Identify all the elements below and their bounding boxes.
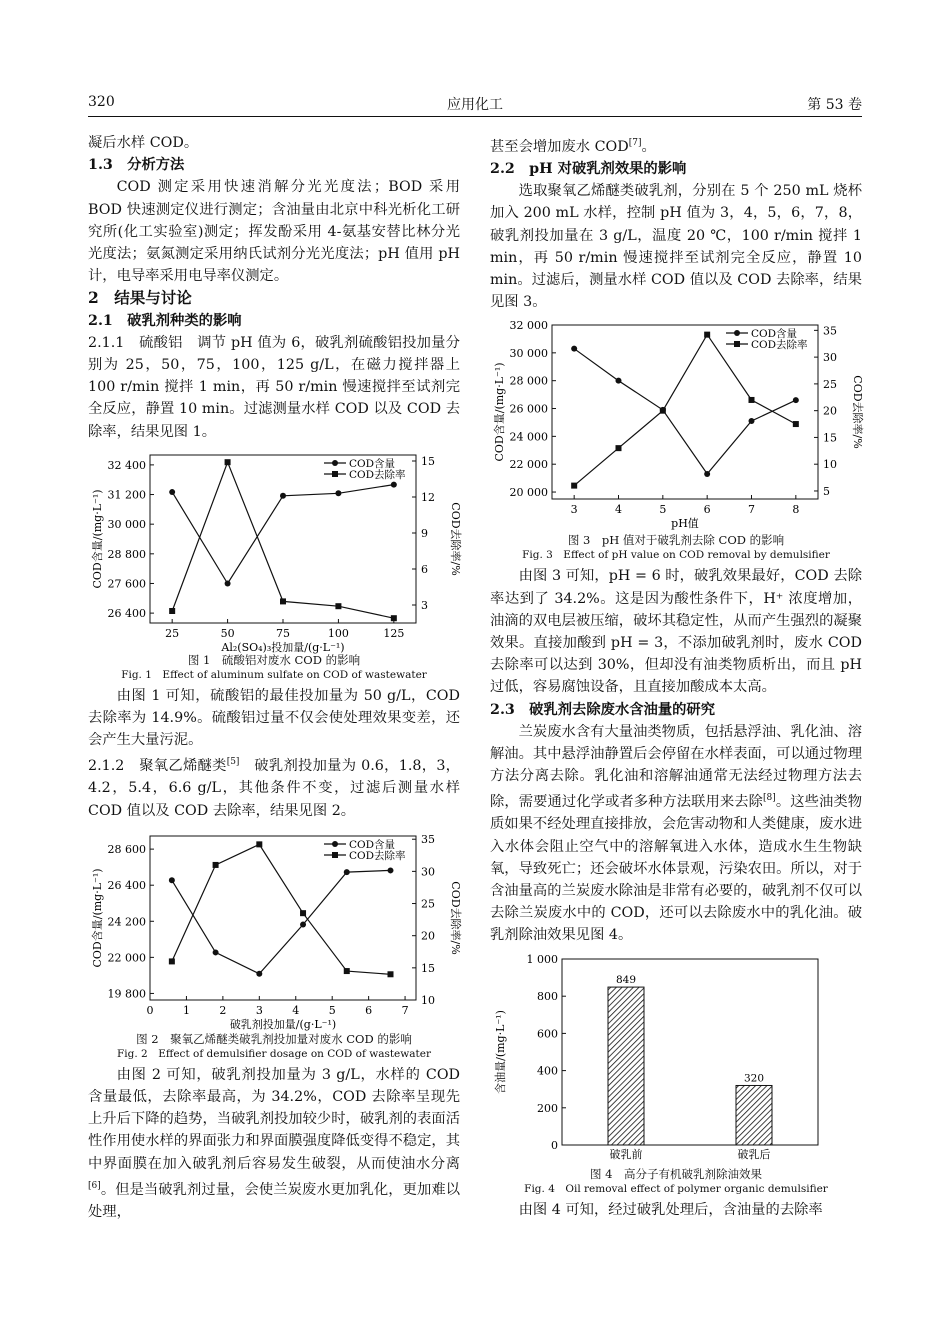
data-point-circle bbox=[213, 949, 219, 955]
paragraph bbox=[490, 132, 862, 158]
y-tick-label: 30 000 bbox=[107, 518, 146, 532]
right-column bbox=[490, 132, 862, 1221]
y-tick-label: 27 600 bbox=[107, 577, 146, 591]
legend-label: COD去除率 bbox=[349, 468, 406, 481]
paragraph: 由图 1 可知，硫酸铝的最佳投加量为 50 g/L，COD 去除率为 14.9%。硫酸铝过量不仅会使处理效果变差，还会产生大量污泥。 bbox=[88, 687, 460, 749]
figure-caption-en: Fig. 4 Oil removal effect of polymer organic demulsifier bbox=[524, 1182, 828, 1195]
text-run: 兰炭废水含有大量油类物质，包括悬浮油、乳化油、溶解油。其中悬浮油静置后会停留在水样表面，可以通过物理方法分离去除。乳化油和溶解油通常无法经过物理方法去除，需要通过化学或者多种方法联用来去除 bbox=[490, 723, 862, 811]
paragraph bbox=[490, 721, 862, 947]
data-point-circle bbox=[749, 418, 755, 424]
data-point-square bbox=[660, 408, 666, 414]
data-point-circle bbox=[335, 490, 341, 496]
x-tick-label: 3 bbox=[570, 503, 578, 517]
x-tick-label: 2 bbox=[219, 1003, 227, 1017]
x-tick-label: 7 bbox=[748, 503, 755, 517]
running-header bbox=[88, 92, 862, 117]
section-heading-2: 2 结果与讨论 bbox=[88, 288, 192, 308]
data-point-square bbox=[300, 910, 306, 916]
paragraph: 2.1.1 硫酸铝 调节 pH 值为 6，破乳剂硫酸铝投加量分别为 25，50，75，100，125 g/L，在磁力搅拌器上 100 r/min 搅拌 1 min，再 50 r/min 慢速搅拌至试剂完全反应，静置 10 min。过滤测量水样 COD 以及 COD 去除率，结果见图 1。 bbox=[88, 334, 460, 440]
y-tick-label: 28 800 bbox=[107, 547, 146, 561]
figure-caption-cn: 图 3 pH 值对于破乳剂去除 COD 的影响 bbox=[567, 533, 785, 548]
data-point-circle bbox=[256, 971, 262, 977]
x-tick-label: 3 bbox=[255, 1003, 263, 1017]
y2-tick-label: 15 bbox=[421, 961, 435, 975]
y-axis-label: COD含量/(mg·L⁻¹) bbox=[91, 868, 104, 968]
data-point-circle bbox=[169, 489, 175, 495]
y2-axis-label: COD去除率/% bbox=[449, 502, 462, 576]
figure-1 bbox=[88, 445, 460, 683]
legend-label: COD去除率 bbox=[349, 849, 406, 862]
figure-caption-en: Fig. 1 Effect of aluminum sulfate on COD of wastewater bbox=[121, 668, 427, 681]
legend-label: COD含量 bbox=[349, 838, 396, 851]
data-point-circle bbox=[169, 877, 175, 883]
y-tick-label: 26 000 bbox=[509, 402, 548, 416]
x-tick-label: 破乳前 bbox=[609, 1147, 643, 1161]
legend-marker bbox=[332, 852, 338, 858]
data-point-circle bbox=[391, 481, 397, 487]
figure-caption-en: Fig. 3 Effect of pH value on COD removal by demulsifier bbox=[522, 549, 830, 562]
journal-title: 应用化工 bbox=[447, 97, 503, 113]
section-heading-1-3: 1.3 分析方法 bbox=[88, 157, 185, 174]
y-tick-label: 0 bbox=[551, 1138, 558, 1152]
y-tick-label: 32 000 bbox=[509, 319, 548, 333]
x-axis-label: Al₂(SO₄)₃投加量/(g·L⁻¹) bbox=[221, 640, 345, 654]
citation: [7] bbox=[628, 138, 642, 148]
data-point-square bbox=[335, 603, 341, 609]
x-tick-label: 25 bbox=[165, 626, 180, 640]
series-line-1 bbox=[172, 484, 394, 583]
x-tick-label: 1 bbox=[182, 1003, 190, 1017]
x-tick-label: 4 bbox=[292, 1003, 300, 1017]
data-point-circle bbox=[387, 867, 393, 873]
data-point-square bbox=[225, 459, 231, 465]
text-run: 。这些油类物质如果不经处理直接排放，会危害动物和人类健康，废水进入水体会阻止空气中的溶解氧进入水体，造成水生生物缺氧，导致死亡；还会破坏水体景观，污染农田。所以，对于含油量高的兰炭废水除油是非常有必要的，破乳剂不仅可以去除兰炭废水中的 COD，还可以去除废水中的乳化油。破乳剂除油效果见图 4。 bbox=[490, 794, 863, 944]
figure-4 bbox=[490, 949, 862, 1197]
y-tick-label: 31 200 bbox=[107, 488, 146, 502]
paragraph bbox=[88, 1064, 460, 1223]
x-tick-label: 75 bbox=[276, 626, 290, 640]
legend-marker bbox=[332, 471, 338, 477]
left-column bbox=[88, 132, 460, 1223]
data-point-circle bbox=[225, 580, 231, 586]
bar bbox=[608, 987, 644, 1145]
y2-tick-label: 25 bbox=[421, 897, 435, 911]
series-line-2 bbox=[172, 462, 394, 618]
y2-tick-label: 30 bbox=[421, 865, 435, 879]
series-line-2 bbox=[172, 844, 391, 974]
y-tick-label: 24 000 bbox=[509, 430, 548, 444]
y2-tick-label: 10 bbox=[421, 993, 435, 1007]
x-tick-label: 4 bbox=[615, 503, 622, 517]
figure-2-chart bbox=[88, 824, 460, 1032]
x-tick-label: 6 bbox=[703, 503, 711, 517]
y2-tick-label: 25 bbox=[823, 378, 837, 392]
bar bbox=[736, 1085, 772, 1145]
figure-caption-cn: 图 1 硫酸铝对废水 COD 的影响 bbox=[187, 652, 361, 667]
y2-tick-label: 3 bbox=[421, 598, 428, 612]
data-point-square bbox=[749, 397, 755, 403]
figure-caption-cn: 图 2 聚氧乙烯醚类破乳剂投加量对废水 COD 的影响 bbox=[136, 1031, 412, 1046]
y2-axis-label: COD去除率/% bbox=[449, 881, 462, 955]
y-axis-label: 含油量/(mg·L⁻¹) bbox=[494, 1009, 507, 1094]
figure-caption-en: Fig. 2 Effect of demulsifier dosage on COD of wastewater bbox=[117, 1047, 431, 1060]
y-tick-label: 22 000 bbox=[107, 951, 146, 965]
section-heading-2-2: 2.2 pH 对破乳剂效果的影响 bbox=[490, 160, 687, 177]
figure-1-chart bbox=[88, 445, 460, 653]
y-tick-label: 24 200 bbox=[107, 915, 146, 929]
y2-tick-label: 10 bbox=[823, 458, 837, 472]
y-axis-label: COD含量/(mg·L⁻¹) bbox=[91, 489, 104, 589]
y-tick-label: 800 bbox=[537, 989, 558, 1003]
text-run: 由图 2 可知，破乳剂投加量为 3 g/L，水样的 COD 含量最低，去除率最高，为 34.2%，COD 去除率呈现先上升后下降的趋势，当破乳剂投加较少时，破乳剂的表面活性作用使水样的界面张力和界面膜强度降低变得不稳定，其中界面膜在加入破乳剂后容易发生破裂，从而使油水分离 bbox=[88, 1066, 460, 1172]
paragraph: 选取聚氧乙烯醚类破乳剂，分别在 5 个 250 mL 烧杯加入 200 mL 水样，控制 pH 值为 3，4，5，6，7，8，破乳剂投加量在 3 g/L，温度 20 ℃，100 r/min 搅拌 1 min，再 50 r/min 慢速搅拌至试剂完全反应，静置 10 min。过滤后，测量水样 COD 值以及 COD 去除率，结果见图 3。 bbox=[490, 183, 862, 311]
section-heading-2-1: 2.1 破乳剂种类的影响 bbox=[88, 312, 242, 329]
data-point-square bbox=[169, 608, 175, 614]
x-tick-label: 5 bbox=[328, 1003, 336, 1017]
legend-marker bbox=[734, 330, 740, 336]
x-tick-label: 0 bbox=[146, 1003, 154, 1017]
y-tick-label: 30 000 bbox=[509, 347, 548, 361]
y-tick-label: 26 400 bbox=[107, 879, 146, 893]
page-number: 320 bbox=[88, 94, 115, 110]
data-point-circle bbox=[571, 346, 577, 352]
series-line-1 bbox=[574, 349, 796, 474]
text-run: 破乳剂投加量为 0.6，1.8，3，4.2，5.4，6.6 g/L，其他条件不变，过滤后测量水样 COD 值以及 COD 去除率，结果见图 2。 bbox=[88, 758, 460, 819]
figure-3-chart bbox=[490, 315, 862, 533]
y-tick-label: 19 800 bbox=[107, 987, 146, 1001]
data-point-square bbox=[571, 483, 577, 489]
paragraph: COD 测定采用快速消解分光光度法；BOD 采用 BOD 快速测定仪进行测定；含油量由北京中科光析化工研究所(化工实验室)测定；挥发酚采用 4-氨基安替比林分光光度法；氨氮测定采用纳氏试剂分光光度法；pH 值用 pH 计，电导率采用电导率仪测定。 bbox=[88, 179, 460, 285]
legend-marker bbox=[734, 341, 740, 347]
data-point-circle bbox=[616, 378, 622, 384]
volume-label: 第 53 卷 bbox=[807, 97, 862, 113]
y-axis-label: COD含量/(mg·L⁻¹) bbox=[493, 362, 506, 462]
y2-tick-label: 30 bbox=[823, 351, 837, 365]
y-tick-label: 200 bbox=[537, 1101, 558, 1115]
text-run: 。 bbox=[641, 138, 656, 155]
y-tick-label: 22 000 bbox=[509, 458, 548, 472]
y-tick-label: 1 000 bbox=[526, 952, 558, 966]
data-point-square bbox=[169, 958, 175, 964]
data-point-square bbox=[616, 446, 622, 452]
y-tick-label: 26 400 bbox=[107, 606, 146, 620]
y2-tick-label: 9 bbox=[421, 526, 428, 540]
y2-tick-label: 20 bbox=[421, 929, 435, 943]
x-tick-label: 50 bbox=[220, 626, 235, 640]
y2-tick-label: 15 bbox=[823, 431, 837, 445]
data-point-circle bbox=[300, 921, 306, 927]
y2-tick-label: 35 bbox=[421, 833, 435, 847]
bar-value-label: 320 bbox=[743, 1072, 765, 1085]
y2-tick-label: 15 bbox=[421, 454, 435, 468]
data-point-square bbox=[344, 968, 350, 974]
legend-label: COD含量 bbox=[349, 457, 396, 470]
data-point-square bbox=[280, 598, 286, 604]
y2-axis-label: COD去除率/% bbox=[851, 375, 864, 450]
section-heading-2-3: 2.3 破乳剂去除废水含油量的研究 bbox=[490, 701, 716, 718]
figure-caption-cn: 图 4 高分子有机破乳剂除油效果 bbox=[590, 1166, 762, 1181]
x-tick-label: 7 bbox=[401, 1003, 409, 1017]
y2-tick-label: 12 bbox=[421, 490, 435, 504]
legend-marker bbox=[332, 460, 338, 466]
figure-3 bbox=[490, 315, 862, 563]
data-point-circle bbox=[704, 471, 710, 477]
x-tick-label: 100 bbox=[327, 626, 349, 640]
data-point-circle bbox=[280, 493, 286, 499]
y2-tick-label: 6 bbox=[421, 562, 428, 576]
data-point-square bbox=[704, 332, 710, 338]
citation: [5] bbox=[226, 757, 240, 768]
y-tick-label: 20 000 bbox=[509, 486, 548, 500]
series-line-2 bbox=[574, 335, 796, 486]
paragraph: 凝后水样 COD。 bbox=[88, 135, 199, 151]
data-point-square bbox=[387, 971, 393, 977]
x-tick-label: 5 bbox=[659, 503, 667, 517]
data-point-circle bbox=[344, 869, 350, 875]
data-point-square bbox=[793, 421, 799, 427]
plot-frame bbox=[552, 325, 818, 499]
x-tick-label: 6 bbox=[365, 1003, 373, 1017]
y-tick-label: 32 400 bbox=[107, 458, 146, 472]
data-point-square bbox=[391, 615, 397, 621]
figure-4-chart bbox=[490, 949, 862, 1167]
text-run: 。但是当破乳剂过量，会使兰炭废水更加乳化，更加难以处理， bbox=[88, 1181, 460, 1220]
plot-frame bbox=[562, 959, 818, 1145]
y-tick-label: 600 bbox=[537, 1027, 558, 1041]
paragraph bbox=[88, 751, 460, 821]
x-tick-label: 125 bbox=[383, 626, 405, 640]
paragraph: 由图 4 可知，经过破乳处理后，含油量的去除率 bbox=[518, 1201, 823, 1218]
y-tick-label: 28 600 bbox=[107, 842, 146, 856]
citation: [8] bbox=[763, 793, 776, 804]
x-tick-label: 8 bbox=[792, 503, 800, 517]
data-point-square bbox=[256, 841, 262, 847]
x-axis-label: 破乳剂投加量/(g·L⁻¹) bbox=[229, 1017, 337, 1031]
figure-2 bbox=[88, 824, 460, 1062]
legend-label: COD含量 bbox=[751, 328, 798, 341]
y2-tick-label: 20 bbox=[823, 405, 837, 419]
y2-tick-label: 35 bbox=[823, 324, 837, 338]
data-point-circle bbox=[793, 398, 799, 404]
y2-tick-label: 5 bbox=[823, 485, 830, 499]
legend-label: COD去除率 bbox=[751, 339, 808, 352]
text-run: 2.1.2 聚氧乙烯醚类 bbox=[88, 758, 227, 775]
y-tick-label: 28 000 bbox=[509, 375, 548, 389]
x-axis-label: pH值 bbox=[671, 517, 699, 531]
x-tick-label: 破乳后 bbox=[737, 1147, 771, 1161]
text-run: 甚至会增加废水 COD bbox=[490, 138, 629, 155]
data-point-square bbox=[213, 862, 219, 868]
legend-marker bbox=[332, 841, 338, 847]
bar-value-label: 849 bbox=[615, 973, 637, 986]
citation: [6] bbox=[88, 1180, 101, 1191]
paragraph: 由图 3 可知，pH = 6 时，破乳效果最好，COD 去除率达到了 34.2%。这是因为酸性条件下，H⁺ 浓度增加，油滴的双电层被压缩，破坏其稳定性，从而产生强烈的凝聚效果。直接加酸到 pH = 3，不添加破乳剂时，废水 COD 去除率可以达到 30%，但却没有油类物质析出，而且 pH 过低，容易腐蚀设备，且直接加酸成本太高。 bbox=[490, 568, 862, 696]
series-line-1 bbox=[172, 870, 391, 973]
y-tick-label: 400 bbox=[537, 1064, 558, 1078]
